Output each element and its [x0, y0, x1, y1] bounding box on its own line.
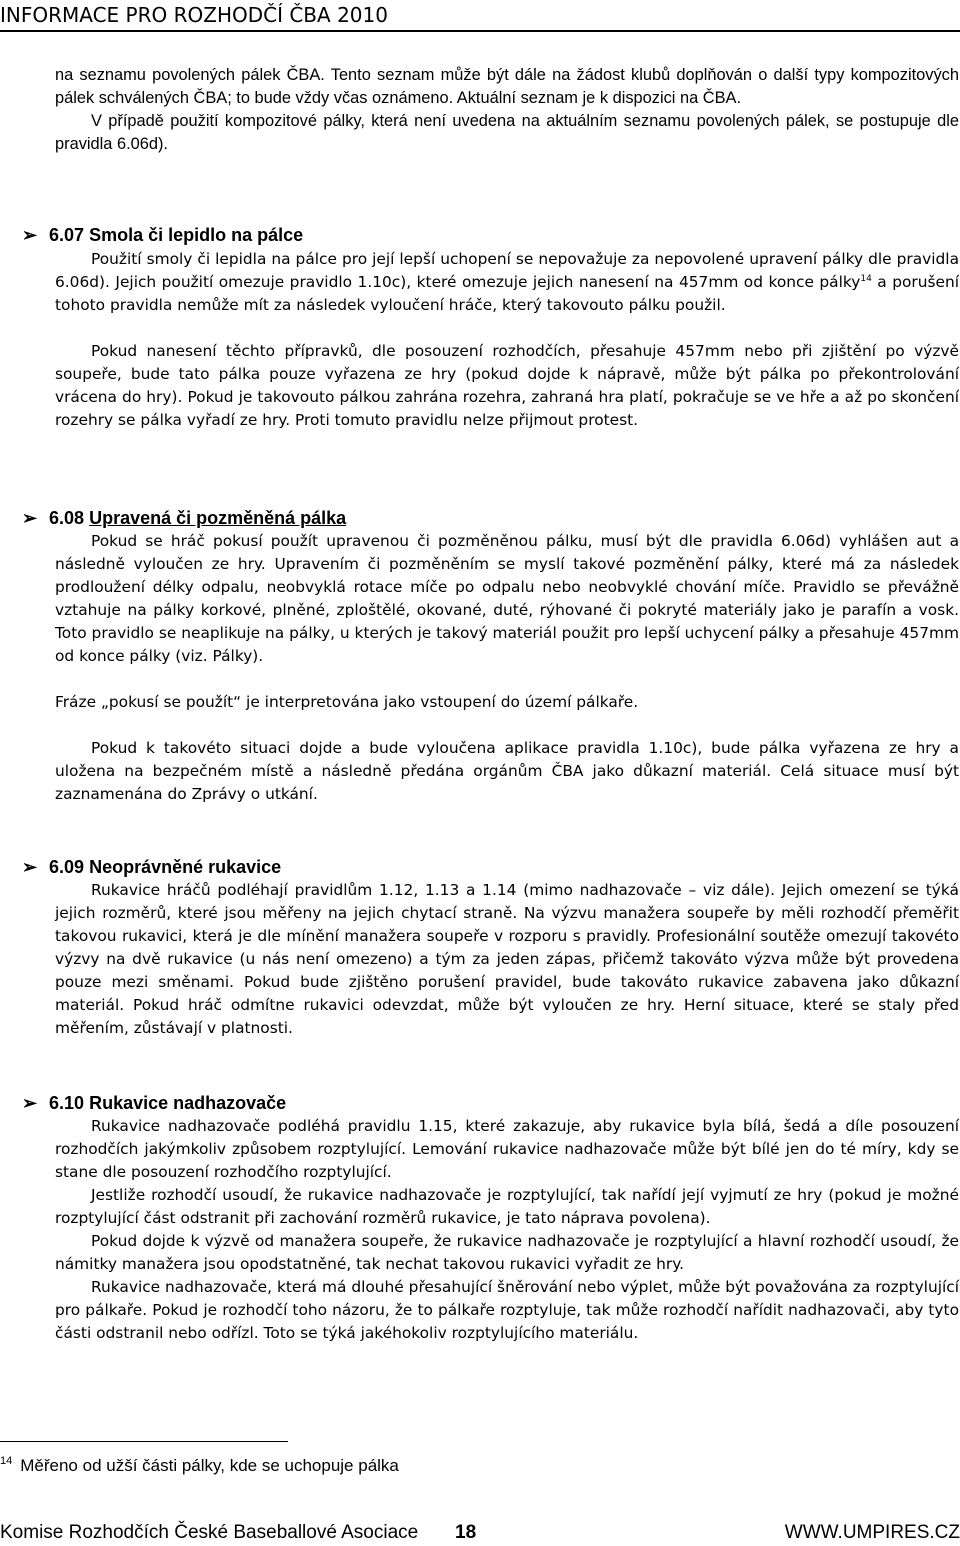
section-6-08-body — [55, 530, 959, 806]
section-6-07-paragraph-1: Použití smoly či lepidla na pálce pro její lepší uchopení se nepovažuje za nepovolené upravení pálky dle pravidla 6.06d). Jejich použití omezuje pravidlo 1.10c), které omezuje jejich nanesení na 457mm od konce pálky$^{14}$ a porušení tohoto pravidla nemůže mít za následek vyloučení hráče, který takovouto pálku použil. — [55, 250, 959, 314]
page-footer — [0, 1519, 960, 1546]
footer-organization: Komise Rozhodčích České Baseballové Asociace — [0, 1522, 419, 1543]
section-6-10-paragraph-2: Jestliže rozhodčí usoudí, že rukavice nadhazovače je rozptylující, tak nařídí její vyjmutí ze hry (pokud je možné rozptylující část odstranit při zachování rozměrů rukavice, je tato náprava povolena). — [55, 1186, 959, 1227]
section-6-10-paragraph-4: Rukavice nadhazovače, která má dlouhé přesahující šněrování nebo výplet, může být považována za rozptylující pro pálkaře. Pokud je rozhodčí toho názoru, že to pálkaře rozptyluje, tak může rozhodčí nařídit nadhazovači, aby tyto části odstranil nebo odřízl. Toto se týká jakéhokoliv rozptylujícího materiálu. — [55, 1278, 959, 1342]
intro-block — [55, 64, 959, 156]
section-title: Neoprávněné rukavice — [89, 857, 282, 877]
section-6-07-body — [55, 248, 959, 432]
section-6-07-paragraph-2: Pokud nanesení těchto přípravků, dle posouzení rozhodčích, přesahuje 457mm nebo při zjištění po výzvě soupeře, bude tato pálka pouze vyřazena ze hry (pokud dojde k nápravě, může být pálka po překontrolování vrácena do hry). Pokud je takovouto pálkou zahrána rozehra, zahraná hra platí, pokračuje se ve hře a až po skončení rozehry se pálka vyřadí ze hry. Proti tomuto pravidlu nelze přijmout protest. — [55, 342, 959, 429]
arrow-bullet-icon: ➢ — [22, 225, 38, 245]
section-number: 6.07 — [49, 225, 85, 245]
section-heading-6-08 — [22, 507, 722, 530]
section-heading-6-07 — [22, 224, 722, 247]
section-6-09-body — [55, 879, 959, 1040]
section-6-08-paragraph-2: Fráze „pokusí se použít“ je interpretována jako vstoupení do území pálkaře. — [55, 693, 639, 711]
section-number: 6.08 — [49, 508, 85, 528]
section-6-08-paragraph-1: Pokud se hráč pokusí použít upravenou či pozměněnou pálku, musí být dle pravidla 6.06d) vyhlášen aut a následně vyloučen ze hry. Upravením či pozměněním se myslí takové pozměnění pálky, které má za následek prodloužení délky odpalu, neobvyklá rotace míče po odpalu nebo neobvyklé chování míče. Pravidlo se převážně vztahuje na pálky korkové, plněné, zploštělé, okované, duté, rýhované či pokryté materiály jako je parafín a vosk. Toto pravidlo se neaplikuje na pálky, u kterých je takový materiál použit pro lepší uchycení pálky a přesahuje 457mm od konce pálky (viz. Pálky). — [55, 532, 959, 665]
section-number: 6.09 — [49, 857, 85, 877]
arrow-bullet-icon: ➢ — [22, 508, 38, 528]
section-heading-6-10 — [22, 1092, 722, 1115]
arrow-bullet-icon: ➢ — [22, 1093, 38, 1113]
footnote-reference[interactable]: 14 — [860, 273, 872, 284]
footnote-text: Měřeno od užší části pálky, kde se uchopuje pálka — [20, 1456, 399, 1475]
footnote — [0, 1455, 900, 1477]
page-number: 18 — [455, 1522, 477, 1543]
footnote-separator — [0, 1441, 288, 1442]
section-title: Upravená či pozměněná pálka — [89, 508, 347, 528]
intro-paragraph-2: V případě použití kompozitové pálky, která není uvedena na aktuálním seznamu povolených pálek, se postupuje dle pravidla 6.06d). — [55, 112, 959, 153]
section-heading-6-09 — [22, 856, 722, 879]
intro-paragraph-1: na seznamu povolených pálek ČBA. Tento seznam může být dále na žádost klubů doplňován o další typy kompozitových pálek schválených ČBA; to bude vždy včas oznámeno. Aktuální seznam je k dispozici na ČBA. — [55, 66, 959, 107]
section-6-10-body — [55, 1115, 959, 1345]
section-6-10-paragraph-1: Rukavice nadhazovače podléhá pravidlu 1.15, které zakazuje, aby rukavice byla bílá, šedá a díle posouzení rozhodčích jakýmkoliv způsobem rozptylující. Lemování rukavice nadhazovače může být bílé jen do té míry, kdy se stane dle posouzení rozhodčího rozptylující. — [55, 1117, 959, 1181]
section-title: Rukavice nadhazovače — [89, 1093, 287, 1113]
arrow-bullet-icon: ➢ — [22, 857, 38, 877]
section-title: Smola či lepidlo na pálce — [89, 225, 304, 245]
section-6-09-paragraph-1: Rukavice hráčů podléhají pravidlům 1.12, 1.13 a 1.14 (mimo nadhazovače – viz dále). Jejich omezení se týká jejich rozměrů, které jsou měřeny na jejich chytací straně. Na výzvu manažera soupeře by měli rozhodčí přeměřit takovou rukavici, která je dle mínění manažera soupeře v rozporu s pravidly. Profesionální soutěže omezují takovéto výzvy na dvě rukavice (u nás není omezeno) a tým za jeden zápas, přičemž takováto výzva může být provedena pouze mezi směnami. Pokud bude zjištěno porušení pravidel, bude takováto rukavice zabavena jako důkazní materiál. Pokud hráč odmítne rukavici odevzdat, může být vyloučen ze hry. Herní situace, které se staly před měřením, zůstávají v platnosti. — [55, 881, 959, 1037]
page-header — [0, 0, 960, 32]
section-6-08-paragraph-3: Pokud k takovéto situaci dojde a bude vyloučena aplikace pravidla 1.10c), bude pálka vyřazena ze hry a uložena na bezpečném místě a následně předána orgánům ČBA jako důkazní materiál. Celá situace musí být zaznamenána do Zprávy o utkání. — [55, 739, 959, 803]
section-number: 6.10 — [49, 1093, 85, 1113]
header-title: INFORMACE PRO ROZHODČÍ ČBA 2010 — [0, 3, 388, 27]
footnote-number: 14 — [0, 1455, 13, 1468]
footer-website-link[interactable]: WWW.UMPIRES.CZ — [784, 1522, 960, 1543]
section-6-10-paragraph-3: Pokud dojde k výzvě od manažera soupeře, že rukavice nadhazovače je rozptylující a hlavní rozhodčí usoudí, že námitky manažera jsou opodstatněné, tak nechat takovou rukavici vyřadit ze hry. — [55, 1232, 959, 1273]
